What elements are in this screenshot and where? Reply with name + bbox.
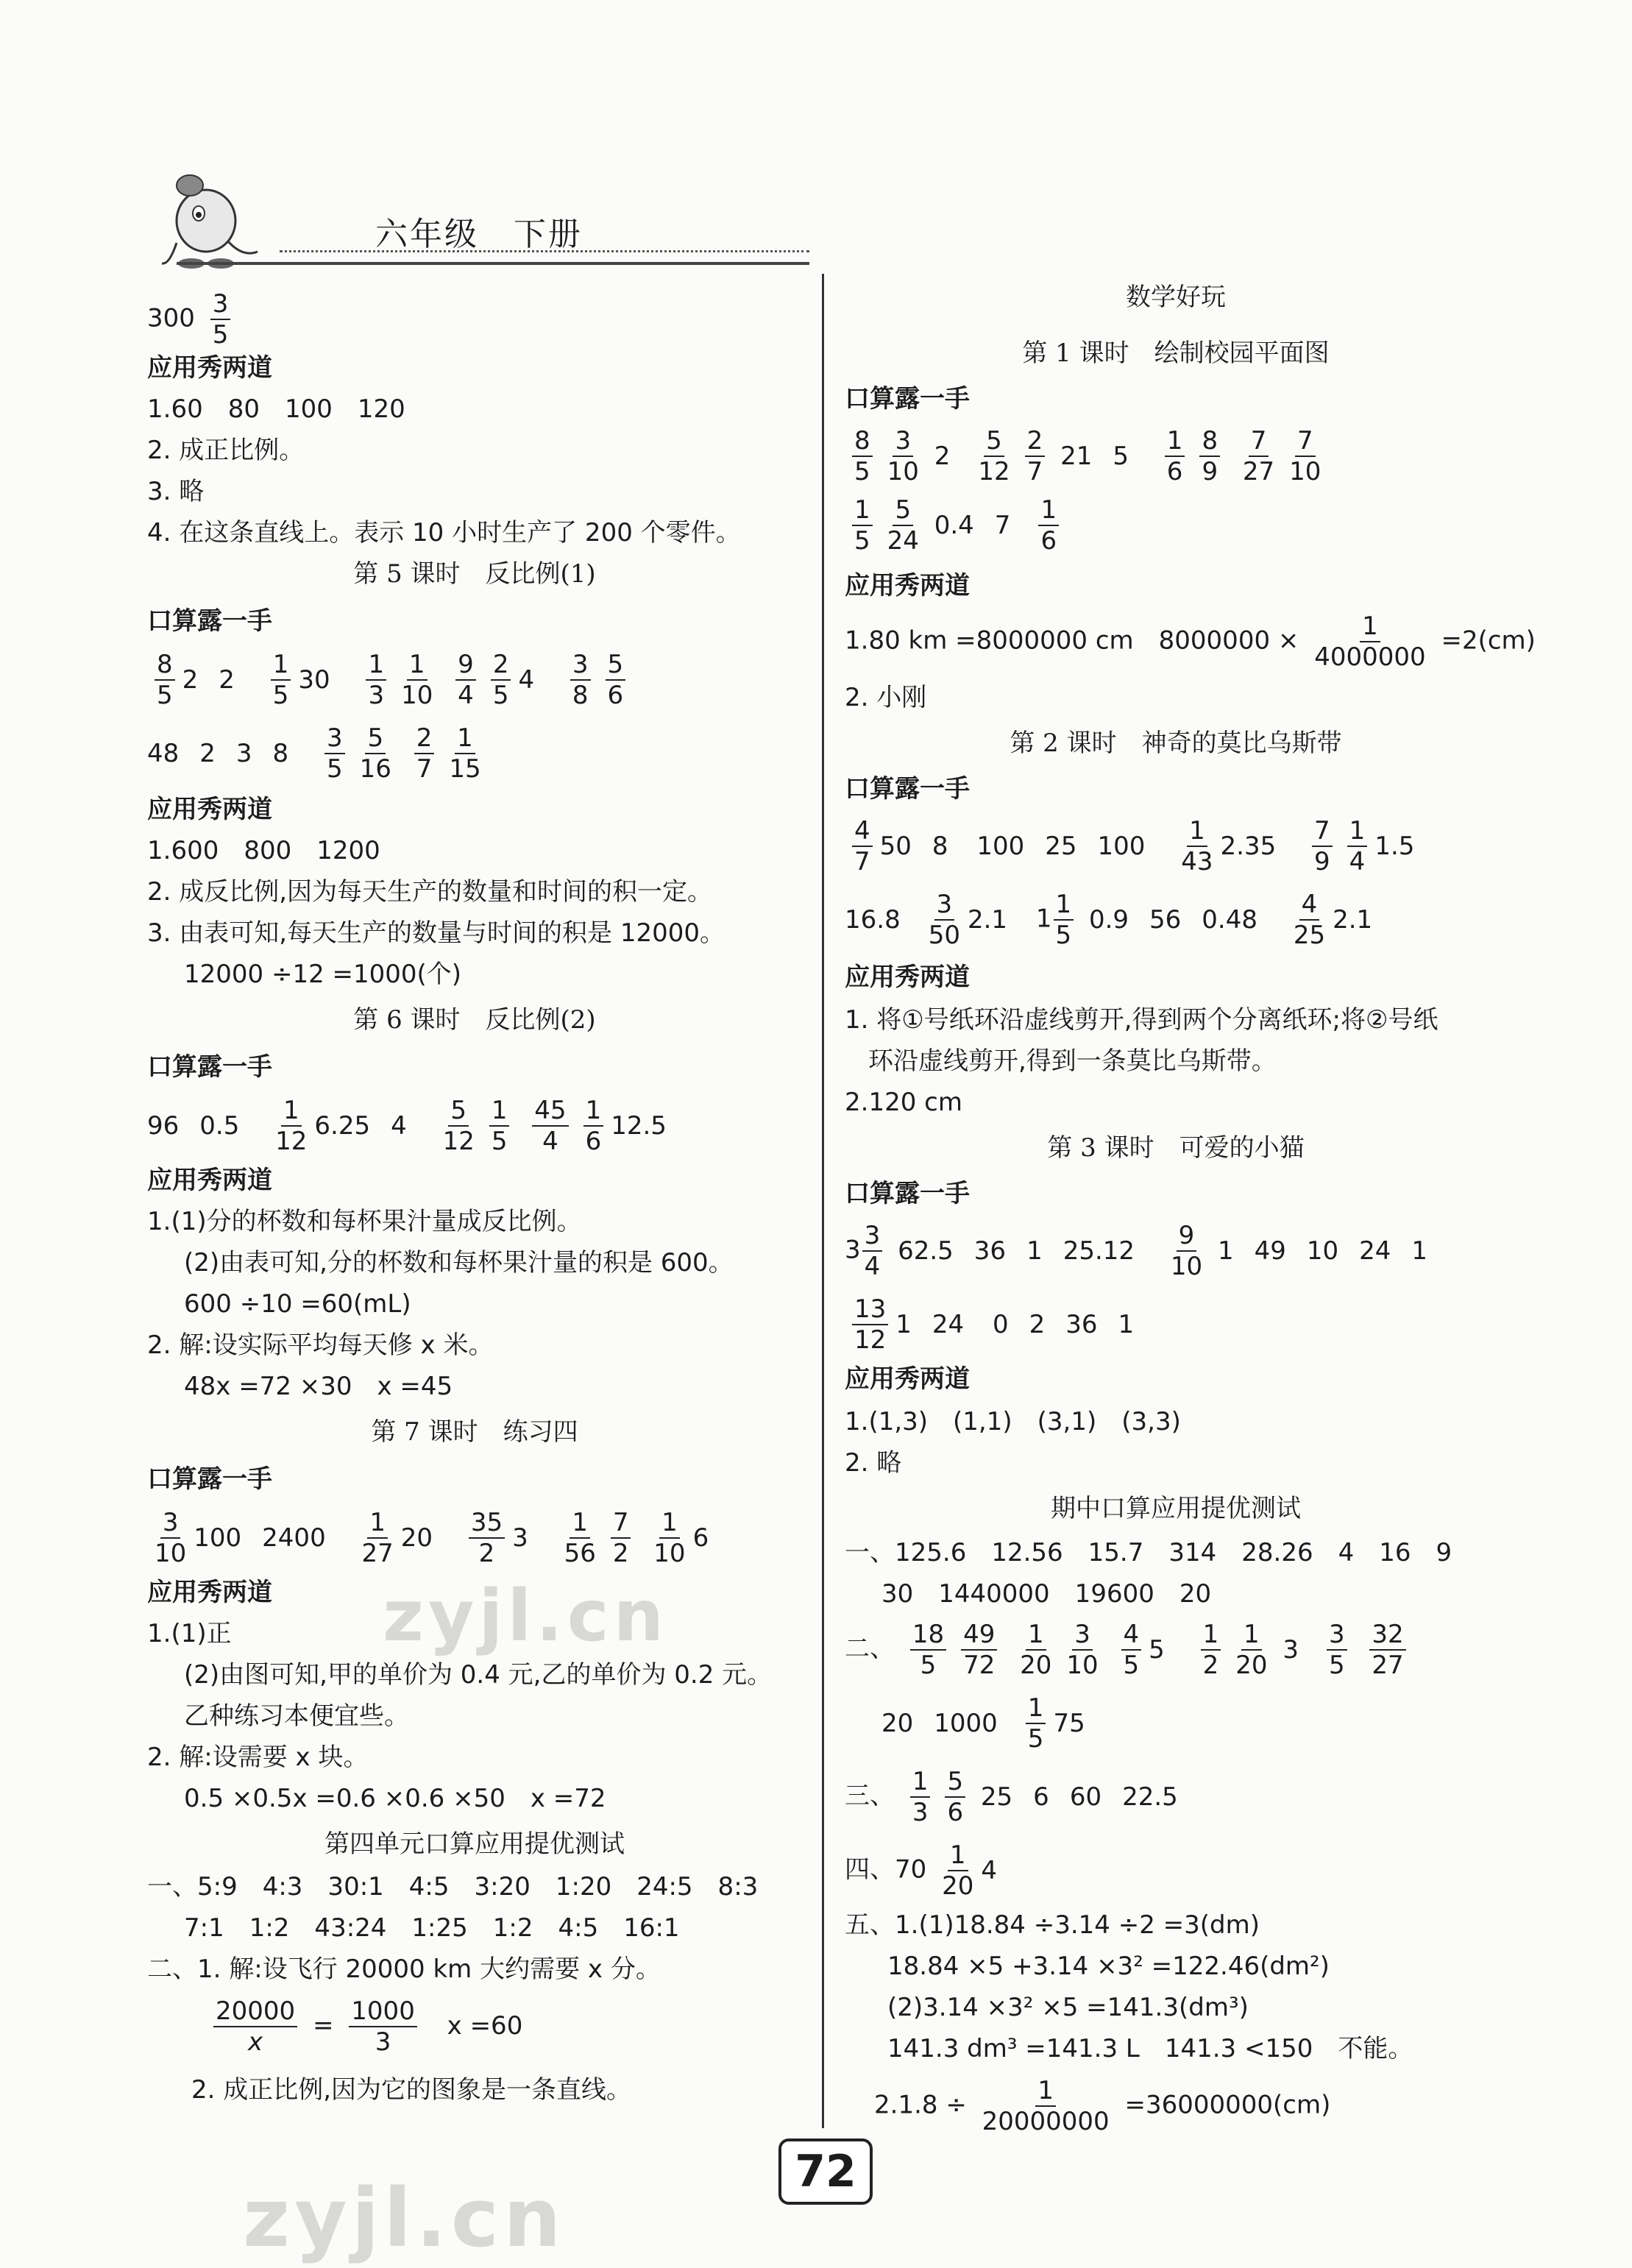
answer-line: 2. 成反比例,因为每天生产的数量和时间的积一定。 <box>147 877 713 907</box>
section-heading: 应用秀两道 <box>147 1578 272 1607</box>
answer-line: 五、1.(1)18.84 ÷3.14 ÷2 =3(dm) <box>845 1910 1260 1940</box>
section-heading: 口算露一手 <box>845 1179 970 1208</box>
test-title: 第四单元口算应用提优测试 <box>324 1829 625 1859</box>
section-heading: 应用秀两道 <box>845 963 970 992</box>
section-heading: 口算露一手 <box>845 774 970 804</box>
answer-line: 1.(1)正 <box>147 1619 232 1648</box>
answer-line: 一、5:9 4:3 30:1 4:5 3:20 1:20 24:5 8:3 <box>147 1872 759 1902</box>
answer-row: 16.8 $\frac{3}{50}$ 2.1 1 $\frac{1}{5}$ 0.9 56 0.48 $\frac{4}{25}$ 2.1 <box>845 890 1373 950</box>
answer-line: 1.60 80 100 120 <box>147 394 405 424</box>
answer-line: (2)由表可知,分的杯数和每杯果汁量的积是 600。 <box>184 1248 734 1277</box>
answer-row: 三、 $\frac{1}{3}$ $\frac{5}{6}$ 25 6 60 22.5 <box>845 1767 1178 1827</box>
lesson-title: 第 1 课时 绘制校园平面图 <box>1022 339 1330 368</box>
answer-line: 141.3 dm³ =141.3 L 141.3 <150 不能。 <box>887 2034 1413 2063</box>
section-heading: 口算露一手 <box>845 384 970 414</box>
answer-row: $\frac{13}{12}$ 1 24 0 2 36 1 <box>845 1297 1154 1353</box>
answer-row: $\frac{4}{7}$ 50 8 100 25 100 $\frac{1}{43}$ 2.35 $\frac{7}{9}$ $\frac{1}{4}$ 1.5 <box>845 818 1435 874</box>
answer-line: 3. 略 <box>147 477 205 506</box>
section-heading: 口算露一手 <box>147 1464 272 1494</box>
lesson-title: 第 5 课时 反比例(1) <box>353 559 596 589</box>
header-rule <box>177 262 809 265</box>
lesson-title: 第 7 课时 练习四 <box>371 1417 578 1447</box>
equation-row: $\frac{20000}{x}$ = $\frac{1000}{3}$ x =60 <box>206 1999 522 2055</box>
page-number: 72 <box>778 2138 873 2205</box>
answer-line: 600 ÷10 =60(mL) <box>184 1289 411 1319</box>
section-heading: 应用秀两道 <box>147 353 272 383</box>
answer-row: $\frac{8}{5}$ 2 2 $\frac{1}{5}$ 30 $\frac{1}{3}$ $\frac{1}{10}$ $\frac{9}{4}$ $\frac{2}{5}$ 4 $\frac{3}{8}$ $\frac{5}{6}$ <box>147 652 633 708</box>
fraction: $\frac{3}{5}$ <box>210 291 231 347</box>
answer-line: 环沿虚线剪开,得到一条莫比乌斯带。 <box>868 1046 1277 1076</box>
answer-line: 2. 小刚 <box>845 683 927 712</box>
answer-line: (2)3.14 ×3² ×5 =141.3(dm³) <box>887 1993 1249 2022</box>
answer-row: 3 $\frac{3}{4}$ 62.5 36 1 25.12 $\frac{9}{10}$ 1 49 10 24 1 <box>845 1221 1428 1281</box>
section-heading: 应用秀两道 <box>845 1364 970 1394</box>
answer-row: 20 1000 $\frac{1}{5}$ 75 <box>881 1693 1085 1754</box>
column-divider <box>822 274 824 2128</box>
section-title: 数学好玩 <box>1126 283 1226 312</box>
answer-row: $\frac{8}{5}$ $\frac{3}{10}$ 2 $\frac{5}{12}$ $\frac{2}{7}$ 21 5 $\frac{1}{6}$ $\frac{8}{9}$ $\frac{7}{27}$ $\frac{7}{10}$ <box>845 428 1328 484</box>
header-dotted-rule <box>280 250 809 252</box>
lesson-title: 第 3 课时 可爱的小猫 <box>1047 1133 1305 1163</box>
answer-line: 0.5 ×0.5x =0.6 ×0.6 ×50 x =72 <box>184 1784 606 1813</box>
mascot-icon <box>147 169 265 275</box>
answer-line: 2. 成正比例,因为它的图象是一条直线。 <box>191 2075 632 2105</box>
answer-line: 2. 解:设需要 x 块。 <box>147 1743 369 1772</box>
answer-line: 30 1440000 19600 20 <box>881 1579 1212 1609</box>
answer-line: 1. 将①号纸环沿虚线剪开,得到两个分离纸环;将②号纸 <box>845 1005 1438 1035</box>
equation-row: 1.80 km =8000000 cm 8000000 × $\frac{1}{4000000}$ =2(cm) <box>845 612 1536 672</box>
answer-line: 2. 略 <box>845 1448 902 1478</box>
answer-line: 48x =72 ×30 x =45 <box>184 1372 453 1401</box>
watermark: zyjl.cn <box>243 2171 566 2265</box>
answer-line: 1.(1)分的杯数和每杯果汁量成反比例。 <box>147 1207 582 1236</box>
answer-row: $\frac{3}{10}$ 100 2400 $\frac{1}{27}$ 20 $\frac{35}{2}$ 3 $\frac{1}{56}$ $\frac{7}{2}$ $\frac{1}{10}$ 6 <box>155 1508 709 1568</box>
answer-line: 4. 在这条直线上。表示 10 小时生产了 200 个零件。 <box>147 518 741 547</box>
answer-line: 2. 解:设实际平均每天修 x 米。 <box>147 1330 494 1360</box>
answer-line: 3. 由表可知,每天生产的数量与时间的积是 12000。 <box>147 918 725 948</box>
answer-line: 乙种练习本便宜些。 <box>184 1701 409 1731</box>
answer-row: 二、 $\frac{18}{5}$ $\frac{49}{72}$ $\frac{1}{20}$ $\frac{3}{10}$ $\frac{4}{5}$ 5 $\frac{1}{2}$ $\frac{1}{20}$ 3 $\frac{3}{5}$ $\frac{32}{27}$ <box>845 1622 1413 1678</box>
answer-line: 2.120 cm <box>845 1088 962 1117</box>
answer-line: 2. 成正比例。 <box>147 436 305 465</box>
section-heading: 口算露一手 <box>147 1052 272 1082</box>
text-line: 300 <box>147 303 195 333</box>
section-heading: 应用秀两道 <box>147 1166 272 1195</box>
equation-row: 2.1.8 ÷ $\frac{1}{20000000}$ =36000000(cm) <box>874 2076 1331 2136</box>
answer-line: 二、1. 解:设飞行 20000 km 大约需要 x 分。 <box>147 1955 661 1984</box>
answer-row: $\frac{1}{5}$ $\frac{5}{24}$ 0.4 7 $\frac{1}{6}$ <box>845 497 1066 553</box>
test-title: 期中口算应用提优测试 <box>1051 1494 1301 1523</box>
section-heading: 应用秀两道 <box>845 571 970 600</box>
answer-line: 1.600 800 1200 <box>147 836 380 865</box>
answer-line: 一、125.6 12.56 15.7 314 28.26 4 16 9 <box>845 1538 1452 1567</box>
lesson-title: 第 2 课时 神奇的莫比乌斯带 <box>1010 729 1342 758</box>
answer-line: (2)由图可知,甲的单价为 0.4 元,乙的单价为 0.2 元。 <box>184 1660 773 1690</box>
watermark: zyjl.cn <box>383 1575 668 1657</box>
answer-row: 48 2 3 8 $\frac{3}{5}$ $\frac{5}{16}$ $\frac{2}{7}$ $\frac{1}{15}$ <box>147 723 481 784</box>
answer-row: 四、70 $\frac{1}{20}$ 4 <box>845 1840 997 1901</box>
page-header-title: 六年级 下册 <box>375 216 583 253</box>
section-heading: 应用秀两道 <box>147 795 272 824</box>
answer-line: 12000 ÷12 =1000(个) <box>184 960 462 989</box>
section-heading: 口算露一手 <box>147 606 272 636</box>
answer-line: 1.(1,3) (1,1) (3,1) (3,3) <box>845 1407 1181 1436</box>
lesson-title: 第 6 课时 反比例(2) <box>353 1005 596 1035</box>
answer-line: 18.84 ×5 +3.14 ×3² =122.46(dm²) <box>887 1952 1330 1981</box>
answer-line: 7:1 1:2 43:24 1:25 1:2 4:5 16:1 <box>184 1913 680 1943</box>
answer-row: 96 0.5 $\frac{1}{12}$ 6.25 4 $\frac{5}{12}$ $\frac{1}{5}$ $\frac{45}{4}$ $\frac{1}{6}$ 12.5 <box>147 1096 667 1156</box>
